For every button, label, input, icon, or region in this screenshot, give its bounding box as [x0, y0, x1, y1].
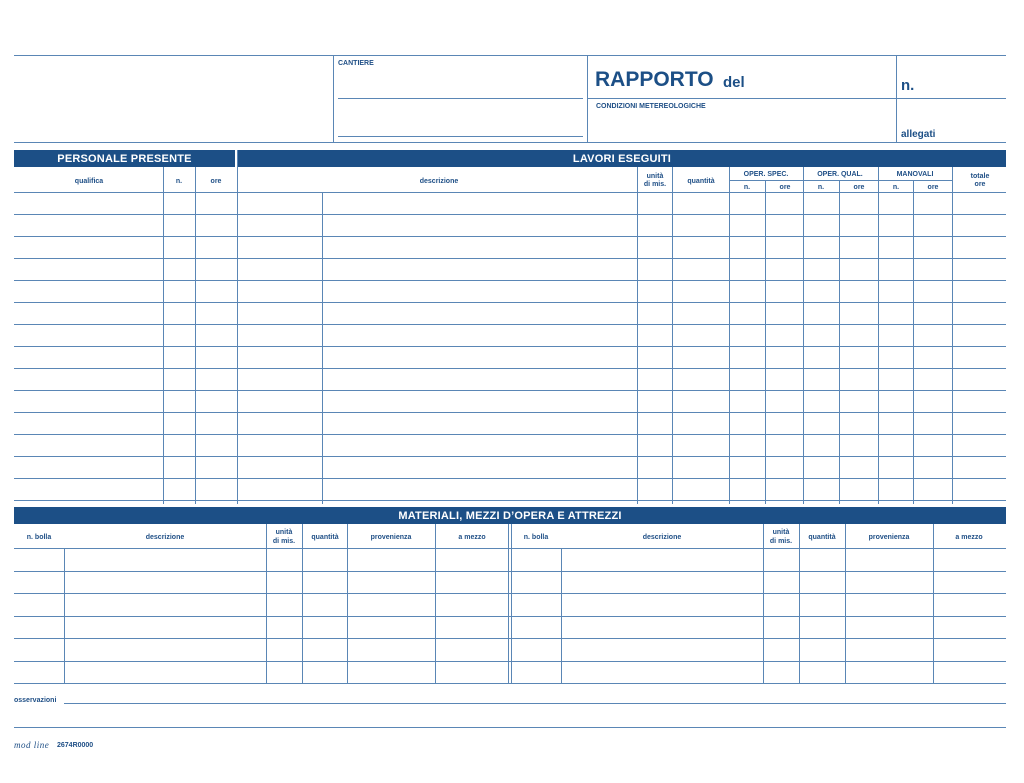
mat-col-mezzo-left: a mezzo — [458, 534, 486, 541]
mat-col-qty-left: quantità — [311, 534, 339, 541]
works-title: LAVORI ESEGUITI — [238, 150, 1006, 167]
material-row-line[interactable] — [14, 593, 1006, 594]
lower-col-line — [266, 524, 267, 684]
mat-col-desc-right: descrizione — [642, 534, 682, 541]
notes-line-1[interactable] — [64, 703, 1006, 704]
number-label: n. — [901, 77, 915, 94]
lower-col-line — [845, 524, 846, 684]
report-title: RAPPORTO — [595, 68, 714, 91]
col-oper-qual: OPER. QUAL. — [817, 171, 863, 178]
lower-col-line — [347, 524, 348, 684]
col-man-n: n. — [892, 184, 900, 191]
cantiere-line-1[interactable] — [338, 98, 583, 99]
col-qual-n: n. — [817, 184, 825, 191]
mat-col-prov-right: provenienza — [868, 534, 910, 541]
col-total-l2: ore — [974, 181, 986, 188]
lower-col-line — [435, 524, 436, 684]
upper-col-line — [322, 192, 323, 504]
mat-col-unit-l2-left: di mis. — [272, 538, 296, 545]
upper-col-line — [637, 167, 638, 504]
upper-col-line — [952, 167, 953, 504]
mat-col-bolla-right: n. bolla — [523, 534, 549, 541]
mat-col-desc-left: descrizione — [145, 534, 185, 541]
weather-label: CONDIZIONI METEREOLOGICHE — [596, 103, 706, 110]
upper-col-line — [913, 180, 914, 504]
mat-col-unit-l1-left: unità — [275, 529, 293, 536]
col-unit-l2: di mis. — [643, 181, 667, 188]
header-divider-1 — [333, 55, 334, 142]
lower-col-line — [933, 524, 934, 684]
notes-line-2[interactable] — [14, 727, 1006, 728]
attachments-label: allegati — [901, 129, 936, 140]
lower-col-line — [64, 548, 65, 684]
col-spec-n: n. — [743, 184, 751, 191]
material-row-line[interactable] — [14, 571, 1006, 572]
upper-col-line — [237, 150, 238, 504]
col-man-ore: ore — [927, 184, 939, 191]
col-ore: ore — [210, 178, 222, 185]
material-row-line[interactable] — [14, 616, 1006, 617]
lower-col-line — [799, 524, 800, 684]
material-row-line[interactable] — [14, 661, 1006, 662]
col-manovali: MANOVALI — [896, 171, 934, 178]
material-row-line[interactable] — [14, 683, 1006, 684]
lower-col-line — [302, 524, 303, 684]
product-code: 2674R0000 — [57, 742, 94, 749]
mat-col-bolla-left: n. bolla — [26, 534, 52, 541]
upper-col-line — [765, 180, 766, 504]
col-unit-l1: unità — [646, 173, 664, 180]
lower-center-divider — [511, 524, 512, 684]
date-label: del — [723, 74, 745, 91]
col-quantita: quantità — [687, 178, 715, 185]
upper-col-line — [839, 180, 840, 504]
lower-header-bottom — [14, 548, 1006, 549]
lower-col-line — [561, 548, 562, 684]
brand-logo: mod line — [14, 740, 50, 750]
personnel-title: PERSONALE PRESENTE — [14, 150, 235, 167]
mat-col-prov-left: provenienza — [370, 534, 412, 541]
col-qualifica: qualifica — [74, 178, 104, 185]
upper-col-line — [729, 167, 730, 504]
upper-col-line — [163, 167, 164, 504]
header-bottom-border — [14, 142, 1006, 143]
upper-col-line — [672, 167, 673, 504]
col-qual-ore: ore — [853, 184, 865, 191]
notes-label: osservazioni — [14, 697, 57, 704]
mat-col-unit-l1-right: unità — [772, 529, 790, 536]
col-oper-spec: OPER. SPEC. — [743, 171, 789, 178]
cantiere-label: CANTIERE — [338, 60, 374, 67]
lower-col-line — [763, 524, 764, 684]
upper-col-line — [195, 167, 196, 504]
col-n: n. — [175, 178, 183, 185]
upper-col-line — [878, 167, 879, 504]
material-row-line[interactable] — [14, 638, 1006, 639]
mat-col-qty-right: quantità — [808, 534, 836, 541]
mat-col-unit-l2-right: di mis. — [769, 538, 793, 545]
mat-col-mezzo-right: a mezzo — [955, 534, 983, 541]
lower-center-divider — [508, 524, 509, 684]
upper-col-line — [803, 167, 804, 504]
col-descrizione: descrizione — [419, 178, 459, 185]
title-underline — [587, 98, 1006, 99]
col-spec-ore: ore — [779, 184, 791, 191]
sub-header-line — [729, 180, 953, 181]
top-border — [14, 55, 1006, 56]
materials-title: MATERIALI, MEZZI D’OPERA E ATTREZZI — [14, 507, 1006, 524]
cantiere-line-2[interactable] — [338, 136, 583, 137]
col-total-l1: totale — [970, 173, 990, 180]
